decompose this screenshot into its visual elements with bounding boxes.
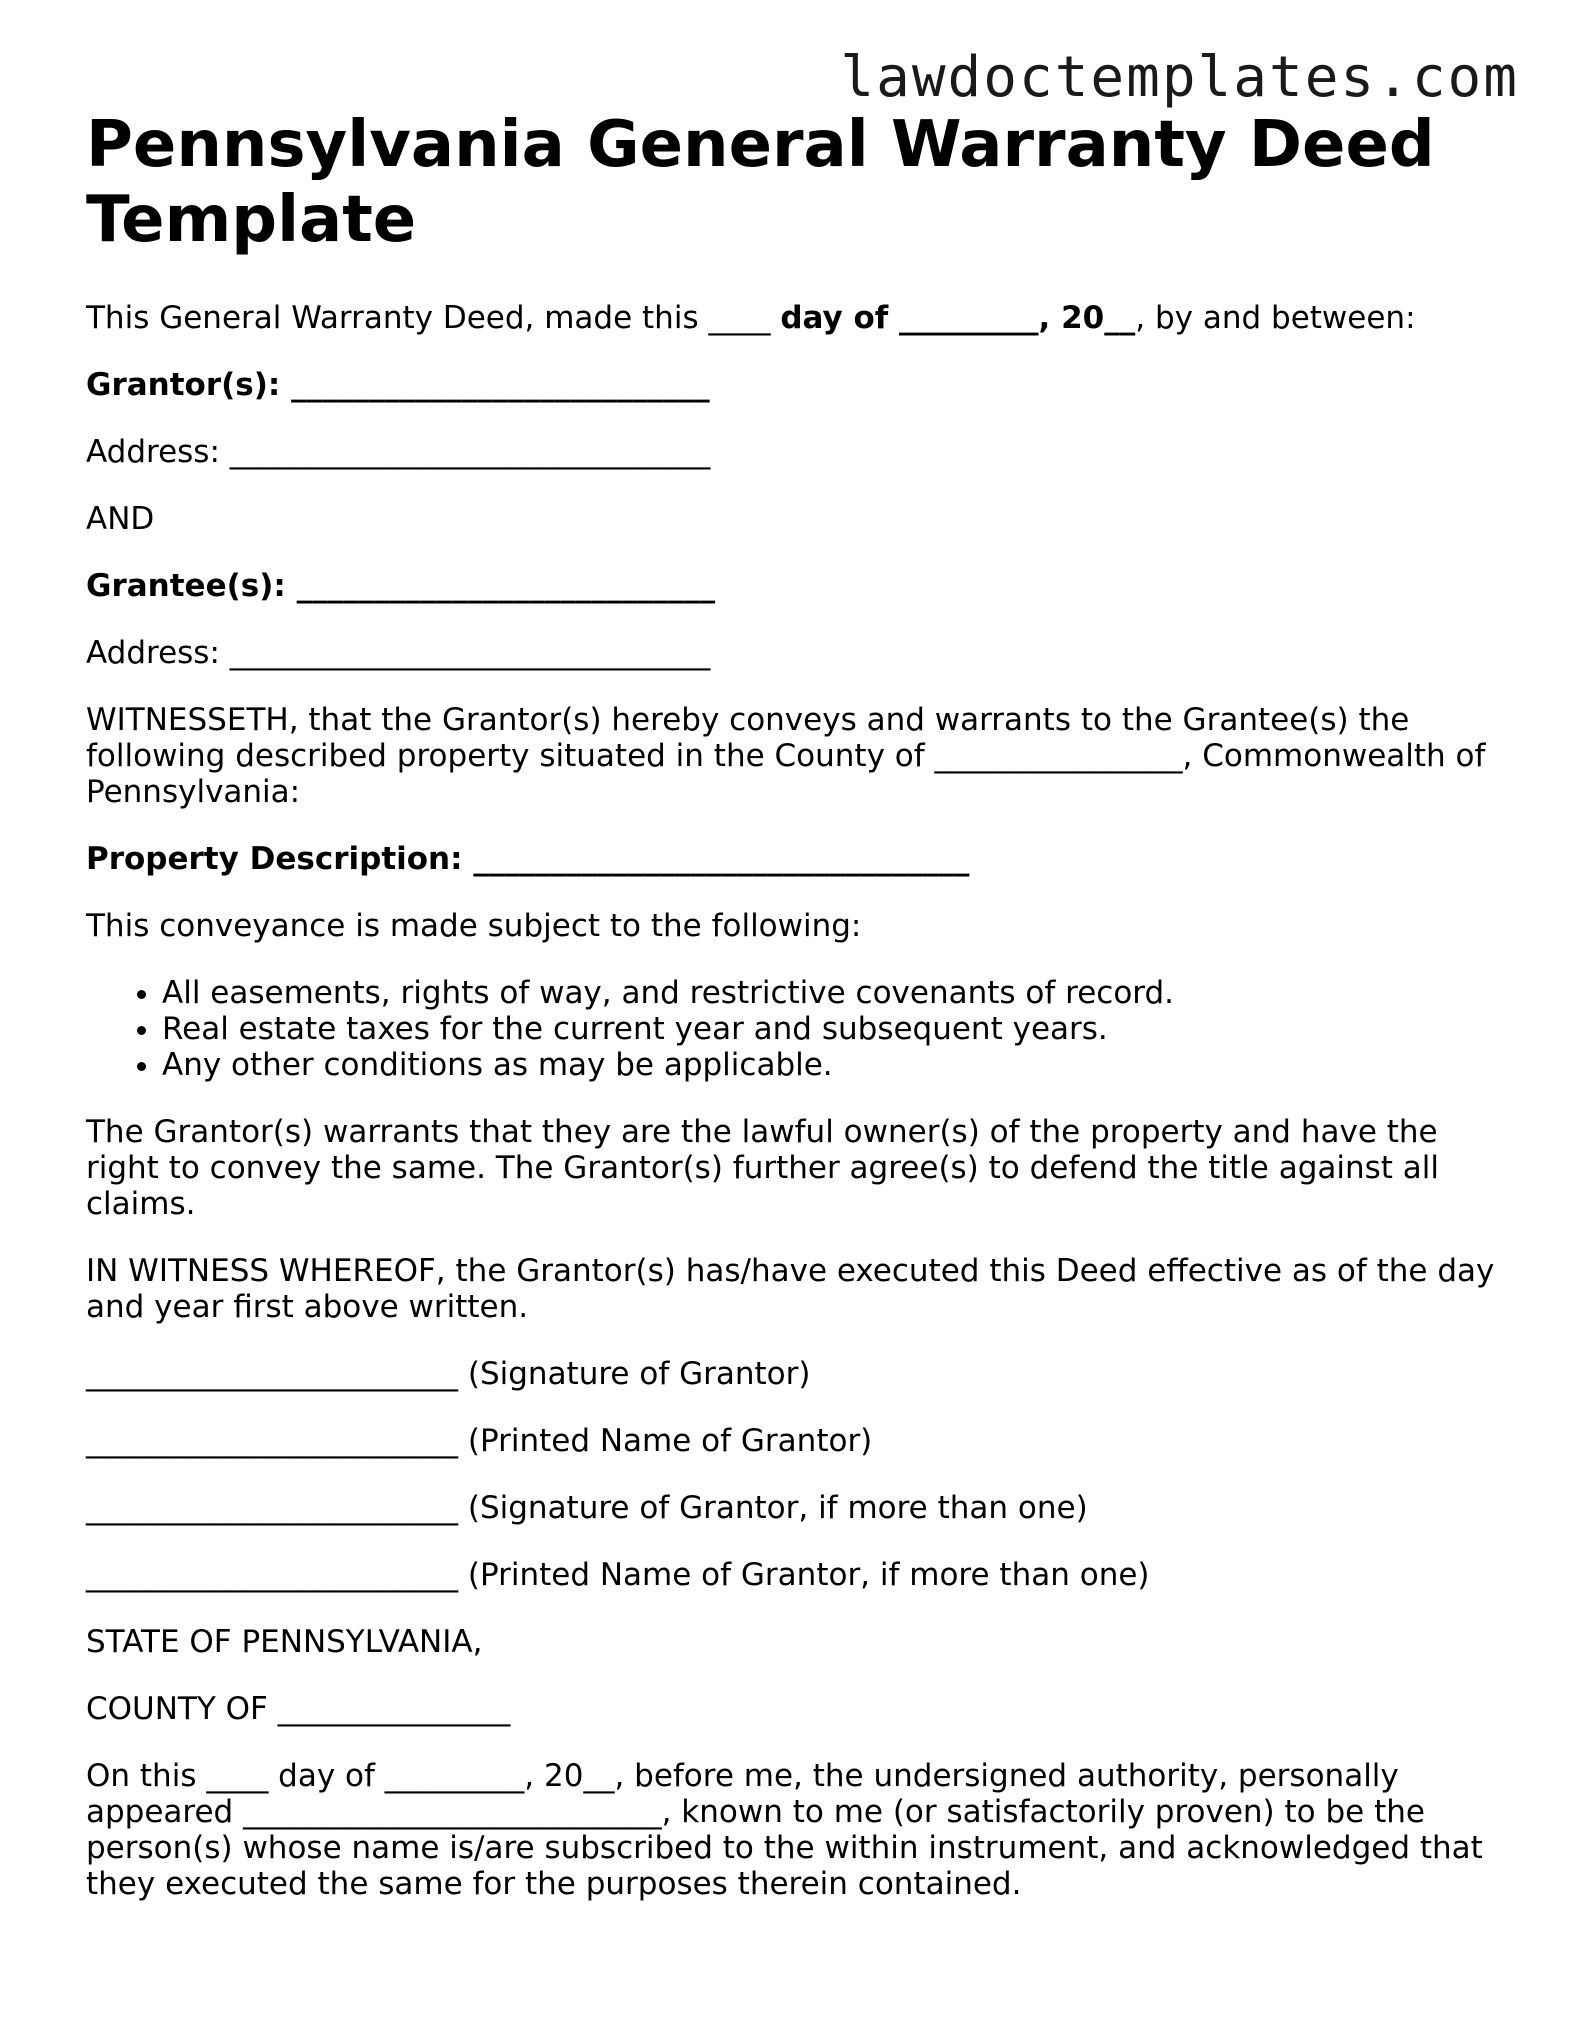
- intro-text-end: , by and between:: [1135, 300, 1416, 336]
- signature-line-grantor: ________________________ (Signature of Grantor): [86, 1356, 811, 1392]
- list-item: • All easements, rights of way, and restrictive covenants of record.: [162, 975, 1506, 1011]
- site-watermark: lawdoctemplates.com: [840, 45, 1519, 110]
- grantor-label: Grantor(s): ___________________________: [86, 367, 710, 403]
- signature-line-additional-grantor: ________________________ (Signature of Grantor, if more than one): [86, 1490, 1088, 1526]
- grantee-line: [86, 568, 1506, 604]
- grantor-line: [86, 367, 1506, 403]
- grantee-address-line: Address: _______________________________: [86, 635, 711, 671]
- property-description-line: [86, 841, 1506, 877]
- intro-date-blank: day of _________, 20__: [780, 300, 1136, 336]
- document-body: [86, 108, 1506, 1933]
- document-title: Pennsylvania General Warranty Deed Template: [86, 108, 1435, 257]
- conditions-list: [86, 975, 1506, 1083]
- printed-name-line-additional-grantor: ________________________ (Printed Name of Grantor, if more than one): [86, 1557, 1150, 1593]
- in-witness-paragraph: IN WITNESS WHEREOF, the Grantor(s) has/have executed this Deed effective as of the day and year first above written.: [86, 1253, 1495, 1325]
- warranty-paragraph: The Grantor(s) warrants that they are the lawful owner(s) of the property and have the right to convey the same. The Grantor(s) further agree(s) to defend the title against all claims.: [86, 1114, 1440, 1222]
- state-line: STATE OF PENNSYLVANIA,: [86, 1624, 483, 1660]
- intro-text-start: This General Warranty Deed, made this ____: [86, 300, 781, 336]
- and-separator: AND: [86, 501, 155, 537]
- printed-name-line-grantor: ________________________ (Printed Name of Grantor): [86, 1423, 873, 1459]
- subject-intro: This conveyance is made subject to the following:: [86, 908, 862, 944]
- property-description-label: Property Description: ________________________________: [86, 841, 970, 877]
- list-item: • Any other conditions as may be applicable.: [162, 1047, 1506, 1083]
- acknowledgment-paragraph: On this ____ day of _________, 20__, before me, the undersigned authority, personally appeared ___________________________, known to me (or satisfactorily proven) to be the person(s) whose name is/are subscribed to the within instrument, and acknowledged that they executed the same for the purposes therein contained.: [86, 1758, 1483, 1902]
- county-line: COUNTY OF _______________: [86, 1691, 511, 1727]
- grantee-label: Grantee(s): ___________________________: [86, 568, 716, 604]
- witnesseth-paragraph: WITNESSETH, that the Grantor(s) hereby conveys and warrants to the Grantee(s) the following described property situated in the County of ________________, Commonwealth of Pennsylvania:: [86, 702, 1486, 810]
- intro-paragraph: [86, 300, 1506, 336]
- grantor-address-line: Address: _______________________________: [86, 434, 711, 470]
- list-item: • Real estate taxes for the current year and subsequent years.: [162, 1011, 1506, 1047]
